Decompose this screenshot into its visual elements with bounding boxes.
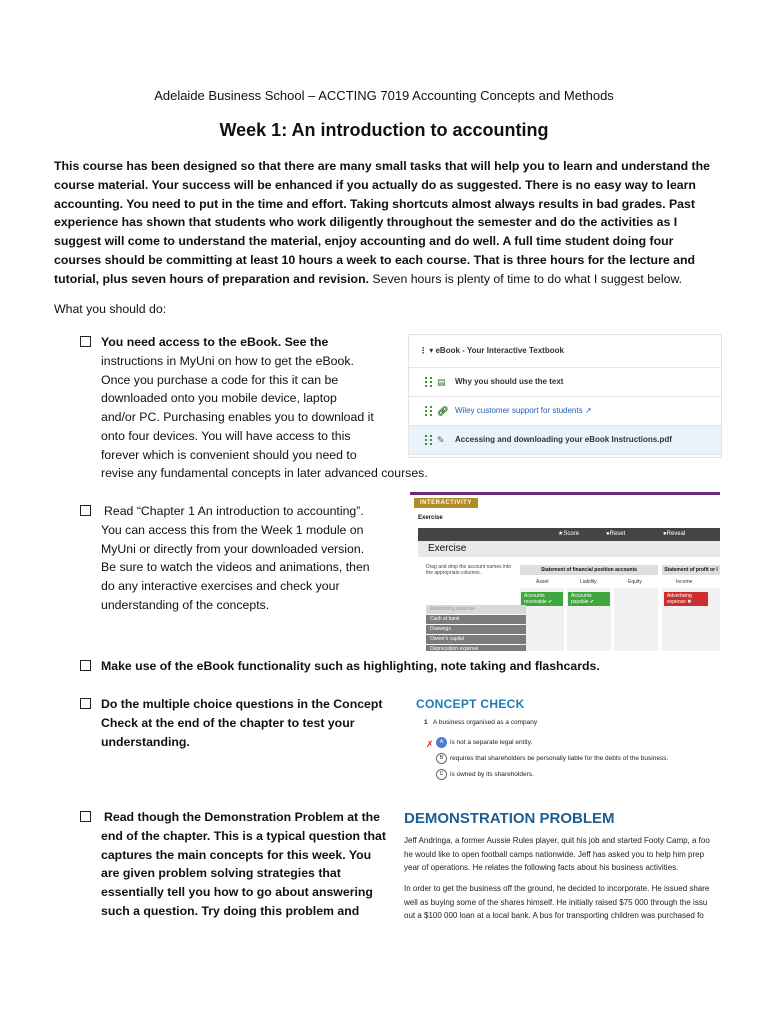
draggable-item[interactable]: Drawings xyxy=(426,625,526,634)
intro-line: accounting. You need to put in the time and effort. Taking shortcuts almost always results in bad grades. Past xyxy=(54,196,695,211)
draggable-item[interactable]: Advertising expense xyxy=(426,605,526,614)
drag-handle-icon xyxy=(425,435,432,445)
section-label: What you should do: xyxy=(54,302,167,316)
checkbox-icon[interactable] xyxy=(80,698,91,709)
placed-chip[interactable]: Advertising expense ✖ xyxy=(664,592,708,606)
demonstration-problem-screenshot xyxy=(402,808,724,933)
placed-chip[interactable]: Accounts receivable ✔ xyxy=(521,592,563,606)
concept-check-screenshot xyxy=(410,693,720,789)
concept-check-title: CONCEPT CHECK xyxy=(416,697,525,711)
draggable-item[interactable]: Cash at bank xyxy=(426,615,526,624)
interactivity-screenshot xyxy=(410,492,720,651)
demo-problem-title: DEMONSTRATION PROBLEM xyxy=(404,810,615,827)
wrong-answer-icon: ✗ xyxy=(426,739,434,749)
drop-column[interactable] xyxy=(614,588,658,651)
intro-line: course material. Your success will be enhanced if you actually do as suggested. There is no easy way to learn xyxy=(54,177,696,192)
attachment-icon: ✎ xyxy=(437,435,445,445)
group-header: Statement of financial position accounts xyxy=(520,565,658,575)
ebook-module-screenshot xyxy=(408,334,722,458)
group-header: Statement of profit or l xyxy=(662,565,720,575)
task-text: Do the multiple choice questions in the Concept Check at the end of the chapter to test your understanding. xyxy=(101,697,383,749)
demo-problem-paragraph: Jeff Andringa, a former Aussie Rules player, quit his job and started Footy Camp, a foo he would like to open football camps nationwide. Jeff has asked you to help him prep year of operations. He relates the following facts about his business activities. xyxy=(404,836,710,872)
ebook-module-header: ⋮ ▾ eBook - Your Interactive Textbook xyxy=(409,335,721,368)
exercise-label: Exercise xyxy=(418,515,443,521)
ebook-row[interactable]: ✎ Accessing and downloading your eBook Instructions.pdf xyxy=(409,426,721,455)
course-header: Adelaide Business School – ACCTING 7019 Accounting Concepts and Methods xyxy=(154,88,614,103)
intro-paragraph xyxy=(54,157,719,289)
intro-line: suggest will come to understand the material, enjoy accounting and do well. A full time student doing four xyxy=(54,234,674,249)
task-text: You need access to the eBook. See the instructions in MyUni on how to get the eBook. Once you purchase a code for this it can be downloaded onto you mobile device, laptop and/or PC. Purchasing enables you to download it onto four devices. You will have access to this forever which is convenient should you need to xyxy=(101,335,374,462)
task-text: Read though the Demonstration Problem at the end of the chapter. This is a typical question that captures the main concepts for this week. You are given problem solving strategies that essentially tell you how to go about answering such a question. Try doing this problem and xyxy=(101,810,386,918)
checkbox-icon[interactable] xyxy=(80,660,91,671)
interactivity-tab: INTERACTIVITY xyxy=(414,498,478,508)
column-header: Asset xyxy=(536,579,549,585)
exercise-toolbar xyxy=(418,528,720,541)
exercise-title: Exercise xyxy=(418,541,720,557)
checkbox-icon[interactable] xyxy=(80,336,91,347)
column-header: Income xyxy=(676,579,693,585)
intro-line: experience has shown that students who work diligently throughout the semester and do the activities as I xyxy=(54,215,678,230)
link-icon: 🔗︎ xyxy=(437,406,449,416)
external-link-icon: ↗ xyxy=(584,406,592,415)
reset-answers-button[interactable]: ● Reset xyxy=(606,531,626,537)
drag-handle-icon: ⋮ ▾ xyxy=(419,346,436,355)
placed-chip[interactable]: Accounts payable ✔ xyxy=(568,592,610,606)
answer-option[interactable]: C is owned by its shareholders. xyxy=(436,769,534,780)
column-header: Liability xyxy=(580,579,597,585)
reveal-answers-button[interactable]: ● Reveal xyxy=(663,531,686,537)
exercise-instructions: Drag and drop the account names into the appropriate columns. xyxy=(426,564,512,576)
ebook-row[interactable]: 🔗︎ Wiley customer support for students ↗ xyxy=(409,397,721,426)
intro-line: tutorial, plus seven hours of preparation and revision. Seven hours is plenty of time to do what I suggest below. xyxy=(54,271,683,286)
document-icon: ▤ xyxy=(437,377,446,387)
demo-problem-paragraph: In order to get the business off the ground, he decided to incorporate. He issued share well as buying some of the shares himself. He initially raised $75 000 through the issu out a $100 000 loan at a local bank. A bus for transporting children was purchased fo xyxy=(404,884,710,920)
task-text: Make use of the eBook functionality such as highlighting, note taking and flashcards. xyxy=(101,659,600,673)
score-display: ★ Score xyxy=(558,531,580,537)
drag-handle-icon xyxy=(425,377,432,387)
page-title: Week 1: An introduction to accounting xyxy=(219,120,549,140)
intro-line: This course has been designed so that there are many small tasks that will help you to learn and understand the xyxy=(54,159,710,173)
intro-line: courses should be committing at least 10 hours a week to each course. That is three hours for the lecture and xyxy=(54,252,695,267)
answer-option[interactable]: A is not a separate legal entity. xyxy=(436,737,532,748)
ebook-row[interactable]: ▤ Why you should use the text xyxy=(409,368,721,397)
checkbox-icon[interactable] xyxy=(80,811,91,822)
answer-option[interactable]: B requires that shareholders be personally liable for the debts of the business. xyxy=(436,753,668,764)
question: 1 A business organised as a company xyxy=(424,719,538,726)
checkbox-icon[interactable] xyxy=(80,505,91,516)
column-header: Equity xyxy=(628,579,642,585)
draggable-item[interactable]: Owner's capital xyxy=(426,635,526,644)
task-text-continuation: revise any fundamental concepts in later advanced courses. xyxy=(101,466,428,480)
intro-line-normal: Seven hours is plenty of time to do what I suggest below. xyxy=(372,271,683,286)
drag-handle-icon xyxy=(425,406,432,416)
task-text: Read “Chapter 1 An introduction to accounting”. You can access this from the Week 1 module on MyUni or directly from your downloaded version. Be sure to watch the videos and animations, then do any interactive exercises and check your understanding of the concepts. xyxy=(101,504,370,612)
draggable-item[interactable]: Depreciation expense xyxy=(426,645,526,651)
